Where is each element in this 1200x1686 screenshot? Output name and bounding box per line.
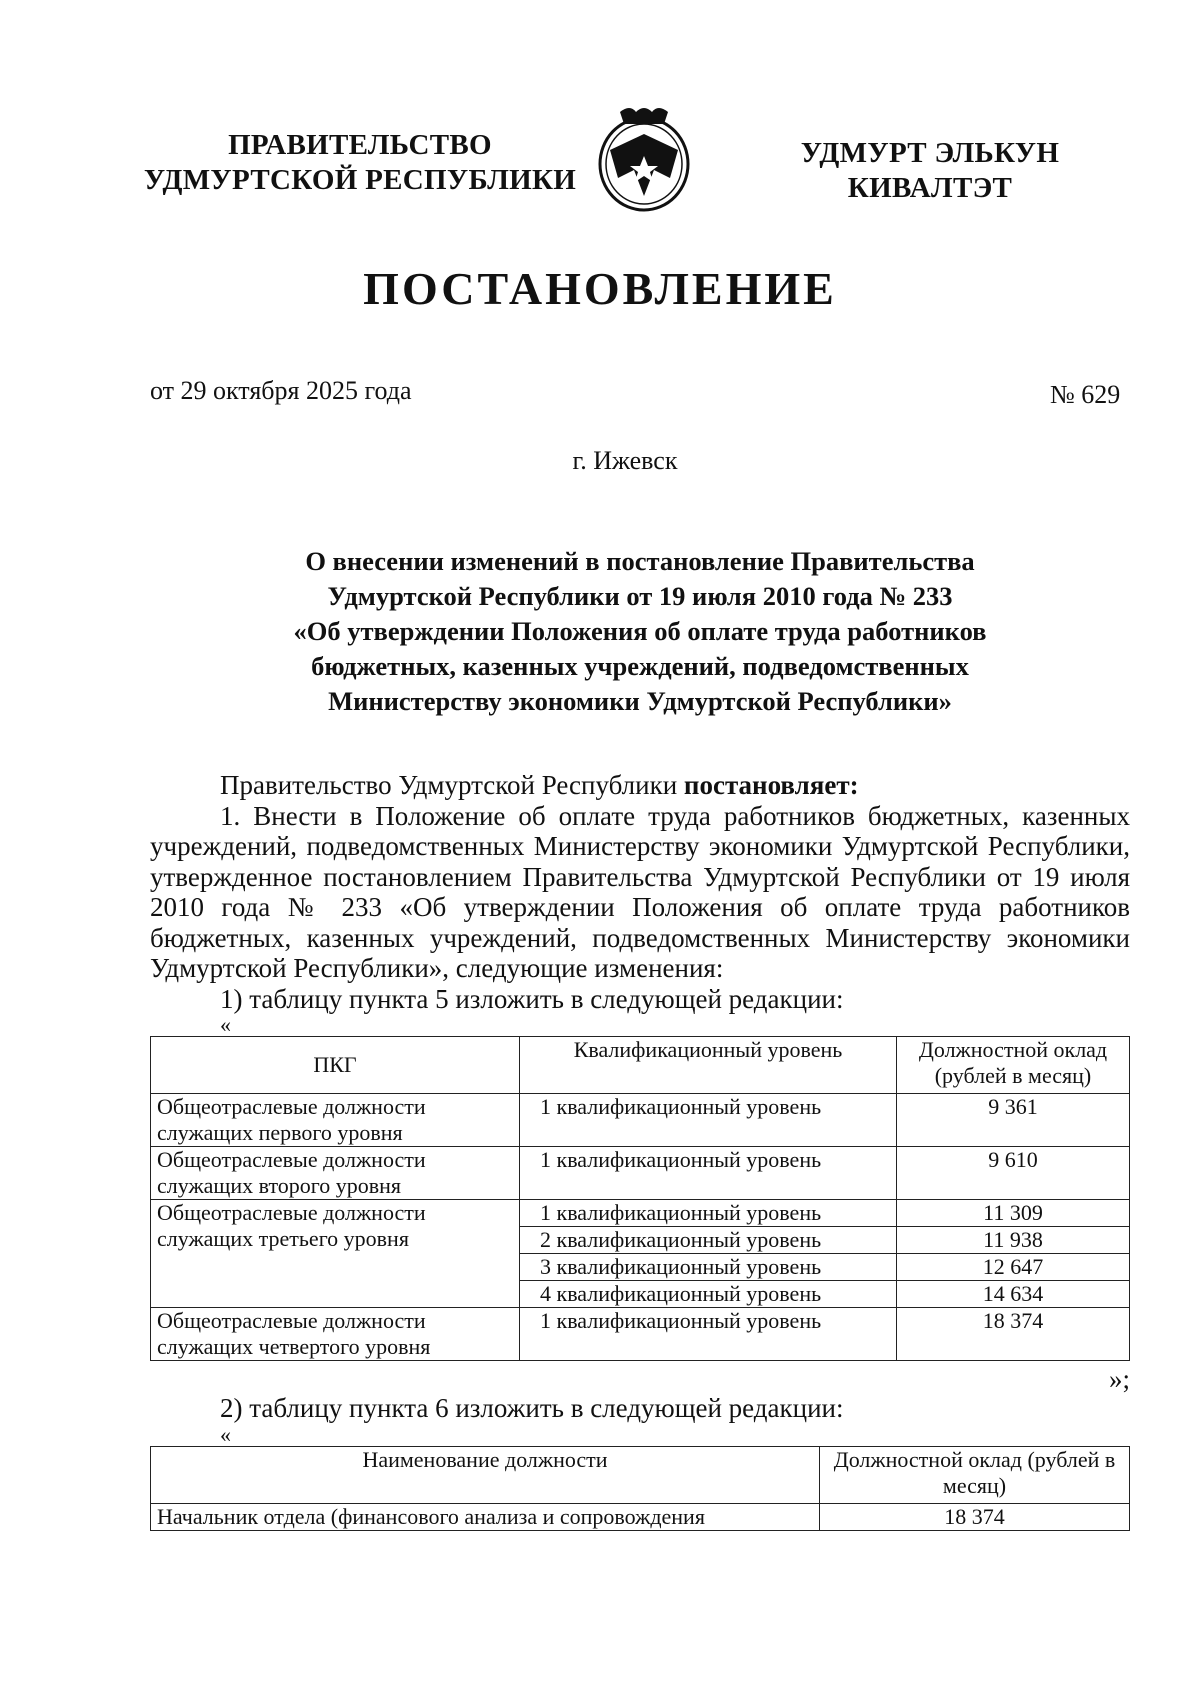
- header-right-line-2: КИВАЛТЭТ: [847, 172, 1013, 204]
- title-line: Министерству экономики Удмуртской Республики»: [328, 686, 952, 716]
- table-row: [151, 1094, 1130, 1147]
- pkg-cell: Общеотраслевые должности служащих второго уровня: [151, 1147, 520, 1200]
- col-header-pkg: ПКГ: [151, 1037, 520, 1094]
- level-cell: 1 квалификационный уровень: [520, 1147, 897, 1200]
- header-right-line-1: УДМУРТ ЭЛЬКУН: [800, 137, 1060, 169]
- salary-cell: 14 634: [897, 1281, 1130, 1308]
- salary-cell: 18 374: [897, 1308, 1130, 1361]
- title-line: «Об утверждении Положения об оплате труда работников: [293, 616, 987, 646]
- salary-cell: 11 309: [897, 1200, 1130, 1227]
- salary-table-pkg: [150, 1036, 1130, 1361]
- item-1-paragraph: 1. Внести в Положение об оплате труда работников бюджетных, казенных учреждений, подведомственных Министерству экономики Удмуртской Республики, утвержденное постановлением Правительства Удмуртской Республики от 19 июля 2010 года № 233 «Об утверждении Положения об оплате труда работников бюджетных, казенных учреждений, подведомственных Министерству экономики Удмуртской Республики», следующие изменения:: [150, 800, 1130, 983]
- level-cell: 4 квалификационный уровень: [520, 1281, 897, 1308]
- salary-cell: 12 647: [897, 1254, 1130, 1281]
- coat-of-arms-icon: [590, 104, 698, 212]
- intro-paragraph: [150, 770, 1130, 801]
- subitem-2-paragraph: 2) таблицу пункта 6 изложить в следующей редакции:: [220, 1393, 844, 1423]
- position-cell: Начальник отдела (финансового анализа и сопровождения: [151, 1503, 820, 1530]
- header-right: [780, 136, 1080, 206]
- level-cell: 1 квалификационный уровень: [520, 1200, 897, 1227]
- document-title: [200, 544, 1080, 719]
- level-cell: 1 квалификационный уровень: [520, 1094, 897, 1147]
- table-row: [151, 1147, 1130, 1200]
- pkg-cell: Общеотраслевые должности служащих четвертого уровня: [151, 1308, 520, 1361]
- title-line: бюджетных, казенных учреждений, подведомственных: [311, 651, 969, 681]
- col-header-salary: Должностной оклад (рублей в месяц): [820, 1446, 1130, 1503]
- salary-cell: 9 610: [897, 1147, 1130, 1200]
- col-header-position: Наименование должности: [151, 1446, 820, 1503]
- table-row: [151, 1503, 1130, 1530]
- document-date: от 29 октября 2025 года: [150, 376, 412, 405]
- intro-verb: постановляет:: [683, 770, 859, 800]
- col-header-salary: Должностной оклад (рублей в месяц): [897, 1037, 1130, 1094]
- title-line: О внесении изменений в постановление Правительства: [305, 546, 975, 576]
- intro-text: Правительство Удмуртской Республики: [220, 770, 684, 800]
- document-type: ПОСТАНОВЛЕНИЕ: [363, 263, 837, 314]
- document-number: № 629: [1050, 380, 1121, 409]
- pkg-cell: Общеотраслевые должности служащих третьего уровня: [151, 1200, 520, 1308]
- table-row: [151, 1200, 1130, 1227]
- quote-close: »;: [1108, 1364, 1130, 1394]
- col-header-level: Квалификационный уровень: [520, 1037, 897, 1094]
- document-body: [150, 770, 1130, 1531]
- table-header-row: [151, 1037, 1130, 1094]
- table-row: [151, 1308, 1130, 1361]
- header-left: [140, 128, 580, 198]
- salary-table-positions: [150, 1446, 1130, 1531]
- subitem-1-paragraph: 1) таблицу пункта 5 изложить в следующей редакции:: [220, 983, 844, 1014]
- header-left-line-2: УДМУРТСКОЙ РЕСПУБЛИКИ: [143, 164, 577, 196]
- pkg-cell: Общеотраслевые должности служащих первого уровня: [151, 1094, 520, 1147]
- salary-cell: 9 361: [897, 1094, 1130, 1147]
- salary-cell: 18 374: [820, 1503, 1130, 1530]
- level-cell: 3 квалификационный уровень: [520, 1254, 897, 1281]
- level-cell: 1 квалификационный уровень: [520, 1308, 897, 1361]
- title-line: Удмуртской Республики от 19 июля 2010 года № 233: [327, 581, 953, 611]
- salary-cell: 11 938: [897, 1227, 1130, 1254]
- quote-open: «: [220, 1012, 231, 1037]
- quote-open: «: [220, 1421, 231, 1447]
- document-city: г. Ижевск: [572, 446, 678, 475]
- level-cell: 2 квалификационный уровень: [520, 1227, 897, 1254]
- table-header-row: [151, 1446, 1130, 1503]
- header-left-line-1: ПРАВИТЕЛЬСТВО: [228, 129, 492, 161]
